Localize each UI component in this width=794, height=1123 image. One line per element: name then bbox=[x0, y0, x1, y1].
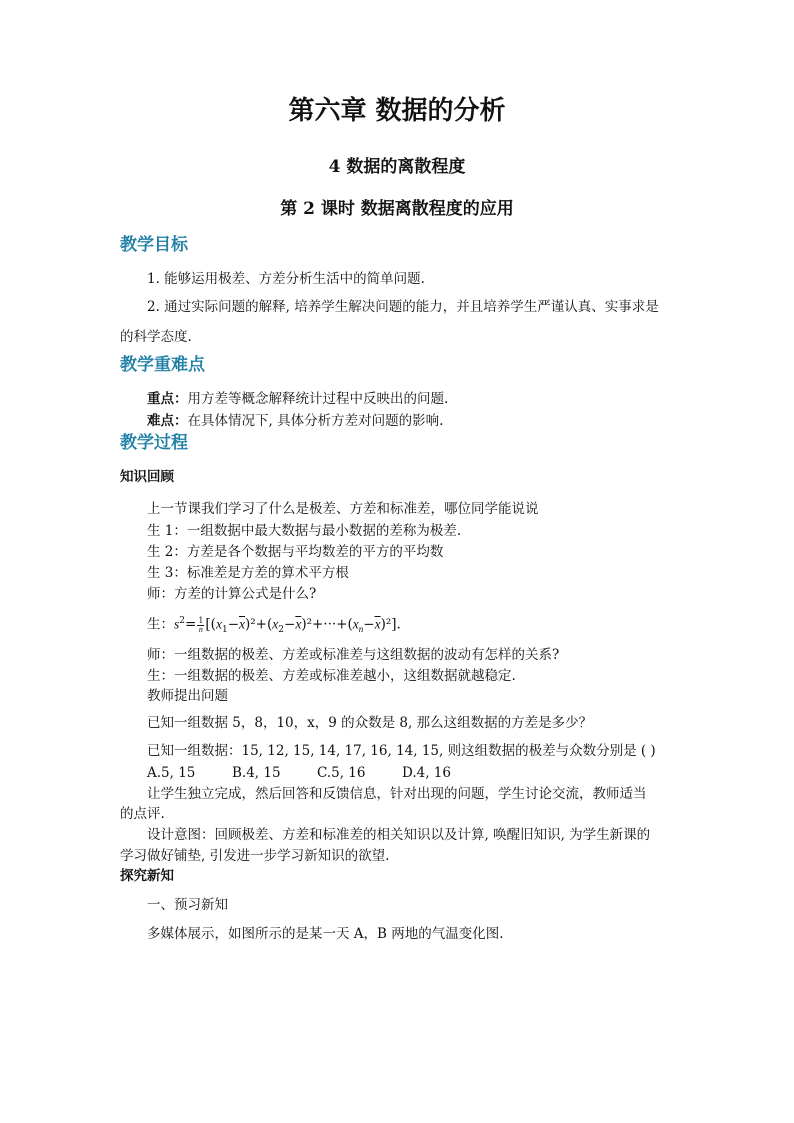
student-1-answer: 生 1：一组数据中最大数据与最小数据的差称为极差. bbox=[147, 523, 462, 539]
mean-symbol: $\overline{x}$ bbox=[239, 616, 245, 632]
response-note-line-2: 的点评. bbox=[120, 806, 165, 822]
response-note-line-1: 让学生独立完成，然后回答和反馈信息，针对出现的问题，学生讨论交流，教师适当 bbox=[147, 786, 647, 802]
difficulty-text: 在具体情况下, 具体分析方差对问题的影响. bbox=[187, 413, 444, 429]
choice-b: B.4, 15 bbox=[232, 765, 281, 781]
focus-line bbox=[147, 390, 448, 408]
chapter-title: 第六章 数据的分析 bbox=[288, 96, 506, 126]
objective-item-2-line-2: 的科学态度. bbox=[120, 329, 192, 345]
teacher-raises-problem: 教师提出问题 bbox=[147, 688, 228, 704]
choice-c: C.5, 16 bbox=[317, 765, 366, 781]
design-intent-line-1: 设计意图：回顾极差、方差和标准差的相关知识以及计算, 唤醒旧知识, 为学生新课的 bbox=[147, 827, 651, 843]
design-intent-line-2: 学习做好铺垫, 引发进一步学习新知识的欲望. bbox=[120, 848, 390, 864]
review-question: 上一节课我们学习了什么是极差、方差和标准差，哪位同学能说说 bbox=[147, 501, 539, 517]
teacher-question-fluctuation: 师：一组数据的极差、方差或标准差与这组数据的波动有怎样的关系? bbox=[147, 647, 560, 663]
formula-prefix: 生： bbox=[147, 616, 174, 633]
formula-fraction: $\frac{1}{n}$ bbox=[198, 615, 204, 634]
review-heading: 知识回顾 bbox=[120, 469, 174, 485]
problem-1: 已知一组数据 5，8，10，x，9 的众数是 8, 那么这组数据的方差是多少？ bbox=[147, 715, 593, 731]
problem-2-choices bbox=[147, 764, 487, 782]
teacher-question-formula: 师：方差的计算公式是什么? bbox=[147, 586, 317, 602]
objective-item-1: 1. 能够运用极差、方差分析生活中的简单问题. bbox=[147, 271, 425, 287]
focus-label: 重点： bbox=[147, 391, 188, 407]
objective-item-2-line-1: 2. 通过实际问题的解释, 培养学生解决问题的能力，并且培养学生严谨认真、实事求是 bbox=[147, 299, 659, 315]
problem-2: 已知一组数据：15, 12, 15, 14, 17, 16, 14, 15, 则这组数据的极差与众数分别是 ( ) bbox=[147, 743, 656, 759]
section-title: 4 数据的离散程度 bbox=[328, 157, 466, 177]
mean-symbol: $\overline{x}$ bbox=[295, 616, 302, 632]
explore-intro: 多媒体展示，如图所示的是某一天 A，B 两地的气温变化图. bbox=[147, 926, 504, 942]
mean-symbol: $\overline{x}$ bbox=[374, 616, 381, 632]
difficulty-line bbox=[147, 412, 443, 430]
explore-heading: 探究新知 bbox=[120, 868, 174, 884]
variance-formula: 生：$s^2=$ $\frac{1}{n}$ $[(x_1-\overline{x})^2+(x_2-\overline{x})^2+\cdot\cdot\cdot+(x_n-\overline{x})^2]$. bbox=[147, 615, 401, 636]
focus-text: 用方差等概念解释统计过程中反映出的问题. bbox=[187, 391, 449, 407]
preview-part-heading: 一、预习新知 bbox=[147, 897, 228, 913]
student-2-answer: 生 2：方差是各个数据与平均数差的平方的平均数 bbox=[147, 544, 444, 560]
student-answer-stability: 生：一组数据的极差、方差或标准差越小，这组数据就越稳定. bbox=[147, 668, 516, 684]
student-3-answer: 生 3：标准差是方差的算术平方根 bbox=[147, 565, 349, 581]
choice-d: D.4, 16 bbox=[402, 765, 451, 781]
lesson-title: 第 2 课时 数据离散程度的应用 bbox=[280, 199, 514, 219]
difficulty-label: 难点： bbox=[147, 413, 188, 429]
choice-a: A.5, 15 bbox=[147, 765, 196, 781]
process-heading: 教学过程 bbox=[120, 433, 188, 453]
objectives-heading: 教学目标 bbox=[120, 235, 188, 255]
keypoints-heading: 教学重难点 bbox=[120, 355, 205, 375]
